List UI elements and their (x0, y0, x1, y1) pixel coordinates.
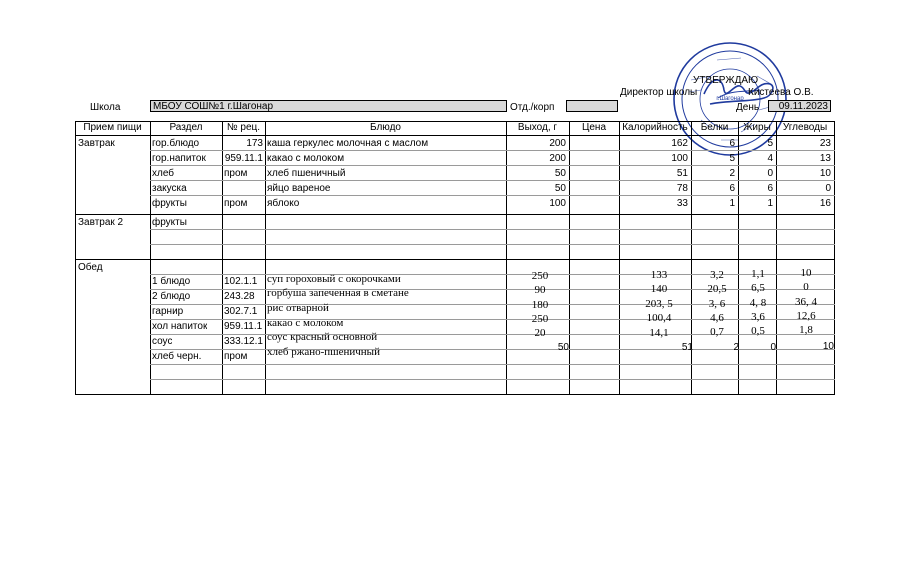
approve-label: УТВЕРЖДАЮ (693, 75, 759, 86)
col-output: Выход, г (517, 122, 558, 133)
menu-table: Прием пищи Раздел № рец. Блюдо Выход, г Цена Калорийность Белки Жиры Углеводы Завтрак Завтрак 2 Обед гор.блюдо 173 каша геркулес молочная с маслом 200 162 6 5 23 гор.напиток 959.11.1 какао с молоком 200 100 5 4 13 хлеб пром хлеб пшеничный 50 51 2 0 10 закуска яйцо вареное 50 78 6 6 0 фрукты пром яблоко 100 33 1 1 16 фрукты 1 блюдо 102.1.1 суп гороховый с окорочками 250 133 3,2 1,1 10 2 блюдо 243.28 горбуша запеченная в сметане 90 140 20,5 6,5 0 гарнир 302.7.1 рис отварной 180 203, 5 3, 6 4, 8 36, 4 хол напиток 959.11.1 какао с молоком 250 100,4 4,6 3,6 12,6 соус 333.12.1 соус красный основной 20 14,1 0,7 0,5 1,8 хлеб черн. пром хлеб ржано-пшеничный 50 51 2 0 10 (75, 121, 835, 395)
otd-field (566, 100, 618, 112)
col-section: Раздел (169, 122, 203, 133)
col-carbs: Углеводы (782, 122, 828, 133)
col-protein: Белки (700, 122, 729, 133)
day-label: День (736, 102, 760, 113)
otd-label: Отд./корп (510, 102, 555, 113)
svg-text:г.Шагонар: г.Шагонар (716, 96, 744, 102)
school-field: МБОУ СОШ№1 г.Шагонар (150, 100, 507, 112)
date-field: 09.11.2023 (768, 100, 831, 112)
col-recipe: № рец. (226, 122, 261, 133)
col-meal: Прием пищи (83, 122, 142, 133)
col-price: Цена (581, 122, 607, 133)
meal-lunch: Обед (78, 262, 103, 273)
table-row: фрукты (152, 217, 187, 228)
director-label: Директор школы (620, 87, 698, 98)
meal-breakfast2: Завтрак 2 (78, 217, 124, 228)
school-label: Школа (90, 102, 121, 113)
director-name: Кистеева О.В. (748, 87, 814, 98)
col-fat: Жиры (743, 122, 771, 133)
col-kcal: Калорийность (622, 122, 688, 133)
col-dish: Блюдо (370, 122, 401, 133)
meal-breakfast: Завтрак (78, 138, 115, 149)
